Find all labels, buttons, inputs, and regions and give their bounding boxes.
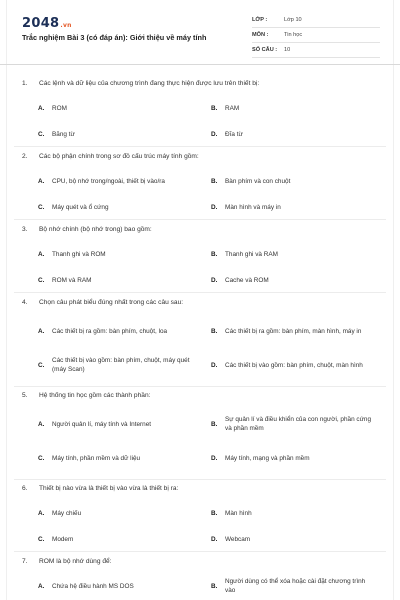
option-letter: C. [38,276,45,284]
option-text: Màn hình và máy in [225,203,281,211]
option-letter: B. [211,582,218,590]
question-prompt [22,80,259,87]
option-text: Máy quét và ổ cứng [52,203,109,211]
question-item [0,153,400,226]
option-text: Đĩa từ [225,130,243,138]
logo-text: 2048 [22,16,60,31]
answer-option[interactable] [211,99,239,117]
option-letter: C. [38,361,45,369]
option-text: Các thiết bị vào gồm: bàn phím, chuột, máy quét (máy Scan) [52,357,190,373]
meta-label: SỐ CÂU : [252,47,278,53]
meta-value: Lớp 10 [284,17,302,23]
answer-option[interactable] [211,577,375,595]
option-text: Cache và ROM [225,276,269,284]
question-number: 6. [22,485,28,492]
option-letter: A. [38,250,45,258]
option-letter: B. [211,509,218,517]
question-prompt [22,485,178,492]
answer-option[interactable] [211,445,310,471]
answer-option[interactable] [211,271,269,289]
option-letter: C. [38,454,45,462]
meta-row-class [252,13,380,28]
option-text: Người dùng có thể xóa hoặc cài đặt chương trình vào [225,578,366,594]
option-letter: C. [38,535,45,543]
meta-row-count [252,43,380,58]
option-letter: D. [211,276,218,284]
answer-option[interactable] [211,318,361,344]
answer-option[interactable] [38,352,202,378]
option-letter: A. [38,177,45,185]
option-letter: A. [38,509,45,517]
question-text: Thiết bị nào vừa là thiết bị vào vừa là thiết bị ra: [39,485,179,492]
question-prompt [22,299,183,306]
question-prompt [22,153,199,160]
meta-value: 10 [284,47,291,53]
option-text: Các thiết bị ra gồm: bàn phím, màn hình, máy in [225,327,362,335]
option-letter: A. [38,327,45,335]
option-text: Máy tính, phần mềm và dữ liệu [52,454,141,462]
logo-suffix: .vn [60,22,72,29]
question-number: 7. [22,558,28,565]
option-text: Các thiết bị ra gồm: bàn phím, chuột, loa [52,327,168,335]
option-letter: D. [211,454,218,462]
option-letter: D. [211,361,218,369]
answer-option[interactable] [38,245,106,263]
question-text: ROM là bộ nhớ dùng để: [39,558,112,565]
option-text: Máy tính, mạng và phần mềm [225,454,310,462]
option-letter: B. [211,177,218,185]
meta-label: MÔN : [252,32,269,38]
answer-option[interactable] [38,99,67,117]
answer-option[interactable] [38,125,75,143]
meta-row-subject [252,28,380,43]
option-letter: D. [211,130,218,138]
answer-option[interactable] [38,504,81,522]
answer-option[interactable] [38,198,109,216]
option-letter: C. [38,130,45,138]
answer-option[interactable] [38,172,165,190]
question-item [0,392,400,485]
question-number: 5. [22,392,28,399]
answer-option[interactable] [211,530,250,548]
question-text: Các bộ phận chính trong sơ đồ cấu trúc máy tính gồm: [39,153,199,160]
option-letter: A. [38,420,45,428]
option-letter: A. [38,582,45,590]
option-text: Người quản lí, máy tính và Internet [52,420,152,428]
question-number: 1. [22,80,28,87]
answer-option[interactable] [38,445,140,471]
option-text: Máy chiếu [52,509,82,517]
question-prompt [22,226,152,233]
option-text: Băng từ [52,130,75,138]
option-letter: A. [38,104,45,112]
meta-value: Tin học [284,32,303,38]
question-item [0,226,400,299]
answer-option[interactable] [211,198,281,216]
question-separator [14,219,386,220]
answer-option[interactable] [211,504,252,522]
question-number: 4. [22,299,28,306]
worksheet-title: Trắc nghiệm Bài 3 (có đáp án): Giới thiệu về máy tính [22,33,207,42]
answer-option[interactable] [38,271,91,289]
option-text: Chứa hệ điều hành MS DOS [52,582,134,590]
option-text: Webcam [225,535,251,543]
meta-label: LỚP : [252,17,268,23]
question-separator [14,292,386,293]
answer-option[interactable] [211,352,363,378]
option-text: CPU, bộ nhớ trong/ngoài, thiết bị vào/ra [52,177,165,185]
question-prompt [22,392,150,399]
option-text: Các thiết bị vào gồm: bàn phím, chuột, màn hình [225,361,363,369]
option-text: Thanh ghi và ROM [52,250,106,258]
option-text: Modem [52,535,74,543]
option-text: Màn hình [225,509,252,517]
question-text: Hệ thống tin học gồm các thành phần: [39,392,151,399]
option-text: Thanh ghi và RAM [225,250,278,258]
question-separator [14,551,386,552]
question-separator [14,479,386,480]
question-item [0,558,400,600]
worksheet-meta [252,13,380,58]
question-separator [14,146,386,147]
answer-option[interactable] [38,577,134,595]
question-number: 3. [22,226,28,233]
question-item [0,299,400,392]
answer-option[interactable] [38,411,151,437]
option-letter: B. [211,104,218,112]
option-text: ROM [52,104,67,112]
question-prompt [22,558,112,565]
option-text: Sự quản lí và điều khiển của con người, phần cứng và phần mềm [225,416,371,432]
answer-option[interactable] [211,411,375,437]
option-letter: D. [211,203,218,211]
question-item [0,485,400,558]
question-item [0,80,400,153]
answer-option[interactable] [211,172,290,190]
answer-option[interactable] [38,530,73,548]
question-separator [14,386,386,387]
option-text: RAM [225,104,240,112]
question-text: Chọn câu phát biểu đúng nhất trong các câu sau: [39,299,184,306]
option-letter: D. [211,535,218,543]
option-letter: B. [211,250,218,258]
option-text: ROM và RAM [52,276,92,284]
header-divider [0,64,400,65]
question-text: Các lệnh và dữ liệu của chương trình đang thực hiện được lưu trên thiết bị: [39,80,260,87]
question-text: Bộ nhớ chính (bộ nhớ trong) bao gồm: [39,226,152,233]
answer-option[interactable] [211,125,243,143]
option-letter: C. [38,203,45,211]
option-text: Bàn phím và con chuột [225,177,291,185]
question-number: 2. [22,153,28,160]
option-letter: B. [211,420,218,428]
option-letter: B. [211,327,218,335]
worksheet-header [0,0,400,62]
answer-option[interactable] [211,245,278,263]
answer-option[interactable] [38,318,167,344]
